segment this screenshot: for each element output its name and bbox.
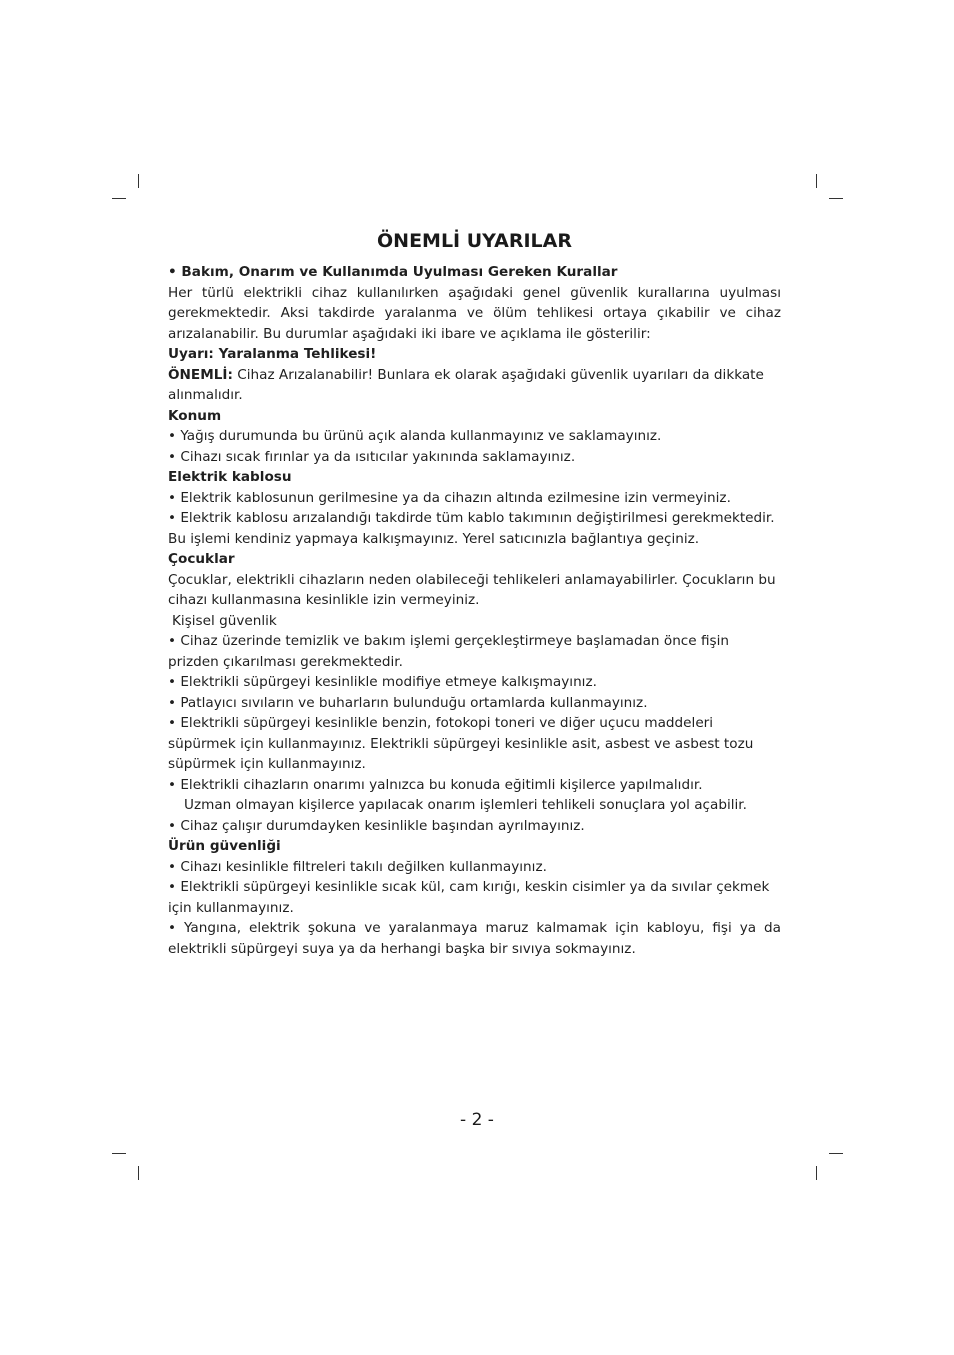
list-item: • Cihazı kesinlikle filtreleri takılı değilken kullanmayınız.: [168, 858, 547, 875]
list-item: • Cihaz çalışır durumdayken kesinlikle başından ayrılmayınız.: [168, 817, 585, 834]
important-label: ÖNEMLİ:: [168, 366, 233, 383]
section-heading-product: Ürün güvenliği: [168, 838, 281, 854]
list-item: • Elektrikli süpürgeyi kesinlikle modifiye etmeye kalkışmayınız.: [168, 674, 597, 690]
page-title: ÖNEMLİ UYARILAR: [377, 230, 572, 252]
crop-mark: [816, 1166, 817, 1180]
crop-mark: [112, 198, 126, 199]
intro-text: Her türlü elektrikli cihaz kullanılırken aşağıdaki genel güvenlik kurallarına uyulması gerekmektedir. Aksi takdirde yaralanma ve ölüm tehlikesi ortaya çıkabilir ve cihaz arızalanabilir. Bu durumlar aşağıdaki iki ibare ve açıklama ile gösterilir:: [168, 284, 781, 342]
list-item: • Yangına, elektrik şokuna ve yaralanmaya maruz kalmamak için kabloyu, fişi ya da elektrikli süpürgeyi suya ya da herhangi başka bir sıvıya sokmayınız.: [168, 920, 781, 957]
crop-mark: [112, 1153, 126, 1154]
list-item: • Elektrik kablosu arızalandığı takdirde tüm kablo takımının değiştirilmesi gerekmektedir. Bu işlemi kendiniz yapmaya kalkışmayınız. Yerel satıcınızla bağlantıya geçiniz.: [168, 510, 775, 547]
important-text: Cihaz Arızalanabilir! Bunlara ek olarak aşağıdaki güvenlik uyarıları da dikkate alınmalıdır.: [168, 366, 764, 403]
intro-heading: • Bakım, Onarım ve Kullanımda Uyulması Gereken Kurallar: [168, 264, 618, 280]
list-item: • Yağış durumunda bu ürünü açık alanda kullanmayınız ve saklamayınız.: [168, 428, 662, 444]
children-text: Çocuklar, elektrikli cihazların neden olabileceği tehlikeleri anlamayabilirler. Çocukların bu cihazı kullanmasına kesinlikle izin vermeyiniz.: [168, 571, 776, 608]
list-item: • Cihazı sıcak fırınlar ya da ısıtıcılar yakınında saklamayınız.: [168, 448, 576, 465]
list-item-continuation: Uzman olmayan kişilerce yapılacak onarım işlemleri tehlikeli sonuçlara yol açabilir.: [184, 797, 747, 813]
list-item: • Elektrikli cihazların onarımı yalnızca bu konuda eğitimli kişilerce yapılmalıdır.: [168, 776, 703, 793]
document-body: [168, 228, 781, 959]
crop-mark: [138, 1166, 139, 1180]
crop-mark: [138, 174, 139, 188]
list-item: • Patlayıcı sıvıların ve buharların bulunduğu ortamlarda kullanmayınız.: [168, 694, 648, 711]
section-heading-cable: Elektrik kablosu: [168, 469, 292, 485]
important-note: [168, 365, 781, 406]
list-item: • Cihaz üzerinde temizlik ve bakım işlemi gerçekleştirmeye başlamadan önce fişin prizden çıkarılması gerekmektedir.: [168, 633, 730, 670]
crop-mark: [816, 174, 817, 188]
crop-mark: [829, 1153, 843, 1154]
list-item: • Elektrikli süpürgeyi kesinlikle benzin, fotokopi toneri ve diğer uçucu maddeleri süpürmek için kullanmayınız. Elektrikli süpürgeyi kesinlikle asit, asbest ve asbest tozu süpürmek için kullanmayınız.: [168, 715, 754, 772]
page-number: - 2 -: [460, 1110, 494, 1130]
section-heading-location: Konum: [168, 407, 222, 424]
list-item: • Elektrikli süpürgeyi kesinlikle sıcak kül, cam kırığı, keskin cisimler ya da sıvılar çekmek için kullanmayınız.: [168, 879, 770, 916]
crop-mark: [829, 198, 843, 199]
warning-heading: Uyarı: Yaralanma Tehlikesi!: [168, 346, 377, 362]
personal-safety-label: Kişisel güvenlik: [172, 612, 277, 629]
section-heading-children: Çocuklar: [168, 551, 235, 567]
list-item: • Elektrik kablosunun gerilmesine ya da cihazın altında ezilmesine izin vermeyiniz.: [168, 489, 731, 506]
